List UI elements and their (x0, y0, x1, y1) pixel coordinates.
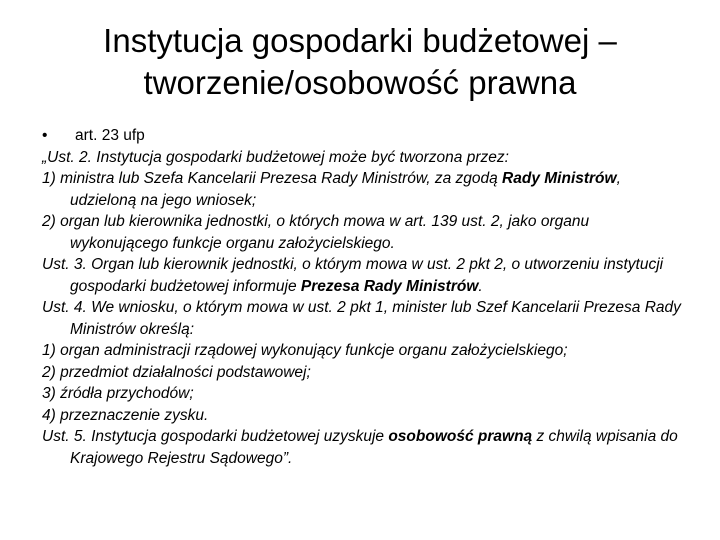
text-segment: 1) ministra lub Szefa Kancelarii Prezesa Rady Ministrów, za zgodą (42, 170, 503, 187)
paragraph-ust-2: „Ust. 2. Instytucja gospodarki budżetowej może być tworzona przez: (42, 148, 509, 166)
paragraph-ust-3 (42, 254, 682, 297)
text-segment: Ust. 5. Instytucja gospodarki budżetowej uzyskuje (42, 428, 389, 445)
slide-title-line-1: Instytucja gospodarki budżetowej – (103, 22, 617, 59)
bullet-icon: • (42, 127, 48, 144)
bold-text: osobowość prawną (388, 428, 533, 445)
slide-title (36, 20, 684, 104)
paragraph-ust-2-pkt-1 (42, 168, 682, 211)
paragraph-ust-4-pkt-2: 2) przedmiot działalności podstawowej; (42, 363, 311, 381)
paragraph-ust-4-pkt-1: 1) organ administracji rządowej wykonujący funkcje organu założycielskiego; (42, 342, 568, 359)
text-segment: Ust. 3. Organ lub kierownik jednostki, o którym mowa w ust. 2 pkt 2, o utworzeniu instytucji gospodarki budżetowej informuje (42, 256, 664, 295)
bullet-item (42, 125, 682, 147)
slide-title-line-2: tworzenie/osobowość prawna (143, 64, 577, 101)
text-segment: z chwilą wpisania do Krajowego Rejestru Sądowego”. (70, 428, 678, 467)
paragraph-ust-4-pkt-3: 3) źródła przychodów; (42, 385, 194, 402)
text-segment: . (478, 277, 483, 295)
slide-body (42, 125, 682, 469)
bullet-text: art. 23 ufp (75, 127, 145, 144)
paragraph-ust-5 (42, 426, 682, 469)
paragraph-ust-2-pkt-2: 2) organ lub kierownika jednostki, o których mowa w art. 139 ust. 2, jako organu wykonującego funkcje organu założycielskiego. (42, 213, 590, 252)
text-segment: , udzieloną na jego wniosek; (70, 170, 621, 209)
bold-text: Prezesa Rady Ministrów (300, 277, 479, 295)
bold-text: Rady Ministrów (502, 170, 617, 187)
paragraph-ust-4-pkt-4: 4) przeznaczenie zysku. (42, 406, 209, 424)
paragraph-ust-4: Ust. 4. We wniosku, o którym mowa w ust. 2 pkt 1, minister lub Szef Kancelarii Prezesa Rady Ministrów określą: (42, 299, 681, 338)
